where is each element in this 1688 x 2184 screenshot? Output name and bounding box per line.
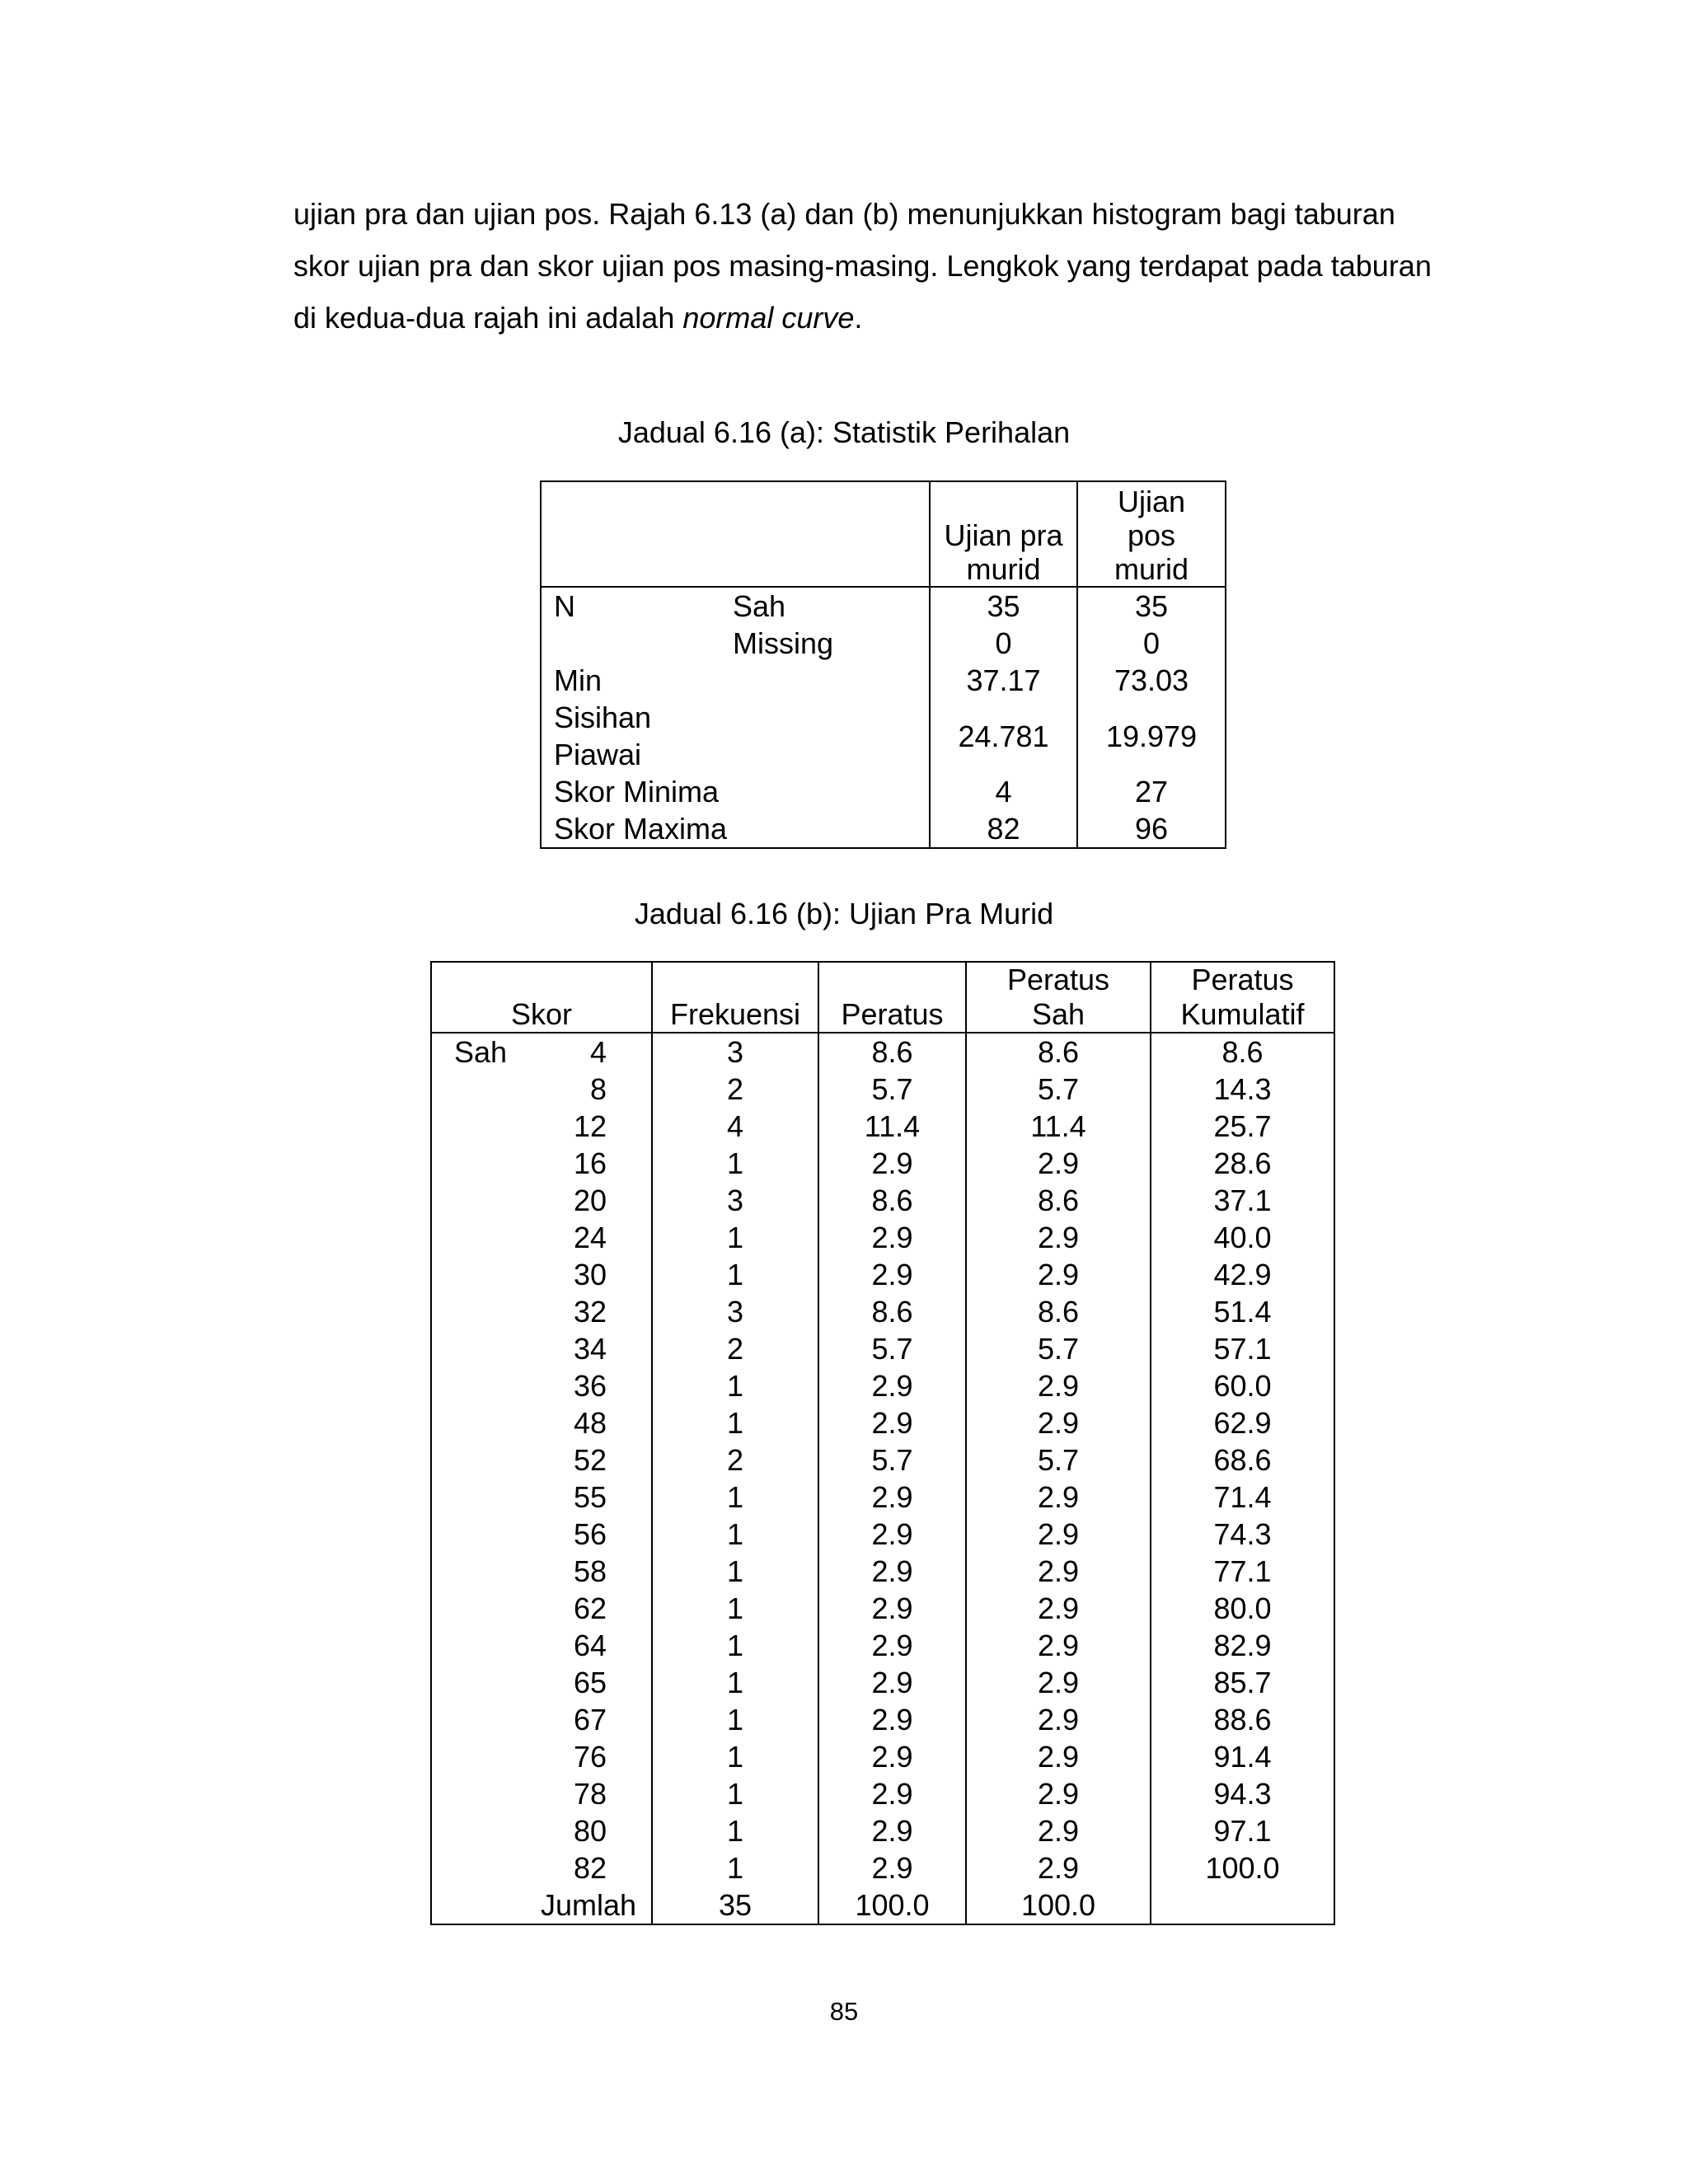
peratus-kumulatif-value: 42.9 (1151, 1256, 1334, 1293)
value-ujian-pos: 27 (1077, 773, 1226, 810)
frekuensi-value: 1 (652, 1812, 818, 1849)
frekuensi-value: 1 (652, 1553, 818, 1590)
peratus-sah-value: 5.7 (966, 1071, 1151, 1108)
table-row (431, 1071, 1334, 1108)
frekuensi-value: 1 (652, 1367, 818, 1404)
table-row (431, 1441, 1334, 1479)
peratus-sah-value: 2.9 (966, 1256, 1151, 1293)
header-line: Ujian pra (944, 518, 1063, 552)
peratus-value: 8.6 (818, 1182, 966, 1219)
table-row (431, 1516, 1334, 1553)
table-row (431, 1219, 1334, 1256)
table-row (431, 1404, 1334, 1441)
peratus-kumulatif-value: 94.3 (1151, 1775, 1334, 1812)
table-row (541, 662, 1226, 699)
value-ujian-pra: 82 (930, 810, 1077, 848)
peratus-kumulatif-value: 91.4 (1151, 1738, 1334, 1775)
header-frekuensi: Frekuensi (652, 962, 818, 1033)
table-row (431, 1293, 1334, 1330)
skor-value: 82 (573, 1851, 607, 1885)
skor-cell (431, 1219, 652, 1256)
peratus-sah-value: 2.9 (966, 1404, 1151, 1441)
group-label: Sah (454, 1035, 508, 1069)
total-label-cell (431, 1886, 652, 1924)
peratus-sah-value: 5.7 (966, 1330, 1151, 1367)
peratus-sah-value: 8.6 (966, 1033, 1151, 1071)
header-peratus: Peratus (818, 962, 966, 1033)
peratus-sah-value: 2.9 (966, 1219, 1151, 1256)
row-sublabel: Sah (733, 589, 786, 623)
frekuensi-value: 1 (652, 1256, 818, 1293)
skor-cell (431, 1590, 652, 1627)
skor-cell (431, 1033, 652, 1071)
peratus-kumulatif-value: 77.1 (1151, 1553, 1334, 1590)
row-label-cell (541, 587, 930, 625)
skor-value: 36 (573, 1369, 607, 1403)
peratus-kumulatif-value: 80.0 (1151, 1590, 1334, 1627)
frekuensi-value: 1 (652, 1145, 818, 1182)
frekuensi-value: 1 (652, 1664, 818, 1701)
total-row (431, 1886, 1334, 1924)
table-row (431, 1108, 1334, 1145)
skor-value: 56 (573, 1517, 607, 1551)
peratus-kumulatif-value: 62.9 (1151, 1404, 1334, 1441)
skor-cell (431, 1182, 652, 1219)
skor-cell (431, 1516, 652, 1553)
skor-cell (431, 1330, 652, 1367)
table-row (541, 773, 1226, 810)
peratus-value: 8.6 (818, 1033, 966, 1071)
table-row (431, 1738, 1334, 1775)
frekuensi-value: 1 (652, 1479, 818, 1516)
paragraph-text: di kedua-dua rajah ini adalah (293, 301, 683, 335)
peratus-kumulatif-value: 82.9 (1151, 1627, 1334, 1664)
skor-value: 58 (573, 1554, 607, 1588)
skor-cell (431, 1071, 652, 1108)
value-ujian-pra: 0 (930, 625, 1077, 662)
peratus-value: 5.7 (818, 1330, 966, 1367)
header-line: Peratus (1191, 963, 1294, 996)
value-ujian-pra: 4 (930, 773, 1077, 810)
table-a-caption: Jadual 6.16 (a): Statistik Perihalan (617, 415, 1071, 449)
table-row (431, 1145, 1334, 1182)
total-frekuensi: 35 (652, 1886, 818, 1924)
row-label: N (554, 589, 575, 623)
frekuensi-value: 3 (652, 1293, 818, 1330)
peratus-kumulatif-value: 51.4 (1151, 1293, 1334, 1330)
header-line: Sah (1031, 997, 1085, 1031)
skor-cell (431, 1145, 652, 1182)
skor-value: 55 (573, 1480, 607, 1514)
frekuensi-value: 1 (652, 1404, 818, 1441)
value-ujian-pos: 0 (1077, 625, 1226, 662)
peratus-value: 8.6 (818, 1293, 966, 1330)
peratus-sah-value: 2.9 (966, 1775, 1151, 1812)
skor-value: 16 (573, 1146, 607, 1180)
row-label: Skor Maxima (554, 812, 728, 846)
row-sublabel: Missing (733, 626, 834, 660)
skor-value: 64 (573, 1629, 607, 1662)
total-peratus-sah: 100.0 (966, 1886, 1151, 1924)
peratus-value: 2.9 (818, 1849, 966, 1886)
peratus-sah-value: 2.9 (966, 1590, 1151, 1627)
frekuensi-value: 2 (652, 1330, 818, 1367)
skor-value: 8 (589, 1072, 607, 1106)
peratus-kumulatif-value: 97.1 (1151, 1812, 1334, 1849)
peratus-sah-value: 2.9 (966, 1849, 1151, 1886)
peratus-sah-value: 2.9 (966, 1701, 1151, 1738)
peratus-kumulatif-value: 85.7 (1151, 1664, 1334, 1701)
peratus-kumulatif-value: 71.4 (1151, 1479, 1334, 1516)
header-skor: Skor (431, 962, 652, 1033)
skor-value: 24 (573, 1221, 607, 1254)
peratus-kumulatif-value: 28.6 (1151, 1145, 1334, 1182)
skor-value: 32 (573, 1295, 607, 1329)
table-row (431, 1367, 1334, 1404)
header-ujian-pos (1077, 481, 1226, 587)
peratus-value: 2.9 (818, 1775, 966, 1812)
peratus-value: 2.9 (818, 1479, 966, 1516)
skor-cell (431, 1479, 652, 1516)
peratus-value: 5.7 (818, 1071, 966, 1108)
total-peratus: 100.0 (818, 1886, 966, 1924)
peratus-sah-value: 2.9 (966, 1553, 1151, 1590)
row-label: Skor Minima (554, 775, 720, 808)
peratus-value: 2.9 (818, 1812, 966, 1849)
peratus-kumulatif-value: 68.6 (1151, 1441, 1334, 1479)
peratus-value: 2.9 (818, 1701, 966, 1738)
frekuensi-value: 2 (652, 1071, 818, 1108)
row-label: Min (554, 663, 603, 697)
peratus-kumulatif-value: 57.1 (1151, 1330, 1334, 1367)
table-row (541, 587, 1226, 625)
table-row (541, 625, 1226, 662)
header-empty-cell (541, 481, 930, 587)
skor-value: 30 (573, 1258, 607, 1291)
skor-value: 67 (573, 1703, 607, 1736)
table-header-row (431, 962, 1334, 1033)
skor-cell (431, 1849, 652, 1886)
header-peratus-kumulatif (1151, 962, 1334, 1033)
frekuensi-value: 2 (652, 1441, 818, 1479)
peratus-value: 2.9 (818, 1516, 966, 1553)
frequency-table (430, 961, 1335, 1925)
peratus-value: 11.4 (818, 1108, 966, 1145)
table-row (541, 810, 1226, 848)
peratus-sah-value: 2.9 (966, 1145, 1151, 1182)
peratus-sah-value: 2.9 (966, 1812, 1151, 1849)
paragraph-italic-term: normal curve (682, 301, 855, 335)
table-row (431, 1590, 1334, 1627)
skor-cell (431, 1108, 652, 1145)
skor-value: 48 (573, 1406, 607, 1440)
value-ujian-pos: 35 (1077, 587, 1226, 625)
skor-value: 65 (573, 1666, 607, 1699)
peratus-sah-value: 2.9 (966, 1367, 1151, 1404)
skor-cell (431, 1664, 652, 1701)
skor-cell (431, 1775, 652, 1812)
peratus-kumulatif-value: 14.3 (1151, 1071, 1334, 1108)
skor-cell (431, 1404, 652, 1441)
header-line: pos (1127, 518, 1176, 552)
table-row (431, 1701, 1334, 1738)
frekuensi-value: 1 (652, 1219, 818, 1256)
page-number: 85 (829, 1997, 859, 2026)
peratus-kumulatif-value: 100.0 (1151, 1849, 1334, 1886)
frekuensi-value: 1 (652, 1849, 818, 1886)
total-label: Jumlah (540, 1888, 636, 1922)
frekuensi-value: 3 (652, 1182, 818, 1219)
frekuensi-value: 1 (652, 1516, 818, 1553)
value-ujian-pra: 35 (930, 587, 1077, 625)
skor-value: 78 (573, 1777, 607, 1811)
row-label-cell (541, 662, 930, 699)
peratus-sah-value: 2.9 (966, 1664, 1151, 1701)
skor-cell (431, 1701, 652, 1738)
table-header-row (541, 481, 1226, 587)
table-row (431, 1775, 1334, 1812)
skor-value: 62 (573, 1591, 607, 1625)
peratus-value: 2.9 (818, 1738, 966, 1775)
row-label-cell (541, 699, 930, 773)
peratus-kumulatif-value: 37.1 (1151, 1182, 1334, 1219)
skor-cell (431, 1812, 652, 1849)
peratus-kumulatif-value: 88.6 (1151, 1701, 1334, 1738)
row-label-cell (541, 625, 930, 662)
peratus-value: 2.9 (818, 1590, 966, 1627)
peratus-sah-value: 5.7 (966, 1441, 1151, 1479)
peratus-kumulatif-value: 40.0 (1151, 1219, 1334, 1256)
peratus-kumulatif-value: 8.6 (1151, 1033, 1334, 1071)
peratus-value: 2.9 (818, 1404, 966, 1441)
peratus-kumulatif-value: 25.7 (1151, 1108, 1334, 1145)
table-row (431, 1330, 1334, 1367)
header-line: murid (966, 552, 1041, 586)
header-line: Peratus (1006, 963, 1110, 996)
skor-value: 20 (573, 1183, 607, 1217)
row-label-cell (541, 810, 930, 848)
skor-value: 76 (573, 1740, 607, 1774)
skor-value: 80 (573, 1814, 607, 1848)
skor-cell (431, 1293, 652, 1330)
skor-value: 12 (573, 1109, 607, 1143)
table-row (431, 1553, 1334, 1590)
peratus-sah-value: 8.6 (966, 1293, 1151, 1330)
peratus-sah-value: 2.9 (966, 1479, 1151, 1516)
table-row (431, 1849, 1334, 1886)
peratus-value: 2.9 (818, 1627, 966, 1664)
peratus-value: 2.9 (818, 1145, 966, 1182)
skor-value: 34 (573, 1332, 607, 1366)
header-line: murid (1114, 552, 1189, 586)
peratus-sah-value: 2.9 (966, 1738, 1151, 1775)
peratus-kumulatif-value: 74.3 (1151, 1516, 1334, 1553)
table-row (431, 1479, 1334, 1516)
skor-cell (431, 1627, 652, 1664)
peratus-value: 2.9 (818, 1219, 966, 1256)
skor-cell (431, 1256, 652, 1293)
table-row (431, 1256, 1334, 1293)
paragraph-line (293, 292, 1464, 344)
value-ujian-pos: 96 (1077, 810, 1226, 848)
peratus-sah-value: 11.4 (966, 1108, 1151, 1145)
value-ujian-pra: 37.17 (930, 662, 1077, 699)
frekuensi-value: 4 (652, 1108, 818, 1145)
header-ujian-pra (930, 481, 1077, 587)
skor-value: 52 (573, 1443, 607, 1477)
row-label: Sisihan Piawai (554, 701, 652, 771)
peratus-value: 2.9 (818, 1256, 966, 1293)
table-row (431, 1033, 1334, 1071)
skor-cell (431, 1553, 652, 1590)
header-line: Kumulatif (1180, 997, 1305, 1031)
skor-cell (431, 1367, 652, 1404)
peratus-sah-value: 2.9 (966, 1516, 1151, 1553)
peratus-sah-value: 2.9 (966, 1627, 1151, 1664)
frekuensi-value: 1 (652, 1775, 818, 1812)
skor-value: 4 (589, 1035, 607, 1069)
table-row (431, 1664, 1334, 1701)
header-peratus-sah (966, 962, 1151, 1033)
value-ujian-pos: 19.979 (1077, 699, 1226, 773)
table-b-caption: Jadual 6.16 (b): Ujian Pra Murid (634, 897, 1054, 930)
table-row (431, 1182, 1334, 1219)
table-row (541, 699, 1226, 773)
frekuensi-value: 3 (652, 1033, 818, 1071)
skor-cell (431, 1738, 652, 1775)
skor-cell (431, 1441, 652, 1479)
table-row (431, 1627, 1334, 1664)
peratus-kumulatif-value: 60.0 (1151, 1367, 1334, 1404)
paragraph-line: ujian pra dan ujian pos. Rajah 6.13 (a) dan (b) menunjukkan histogram bagi taburan (293, 197, 1395, 231)
table-row (431, 1812, 1334, 1849)
paragraph-text: . (854, 301, 863, 335)
value-ujian-pra: 24.781 (930, 699, 1077, 773)
frekuensi-value: 1 (652, 1627, 818, 1664)
header-line: Ujian (1117, 485, 1186, 518)
peratus-value: 5.7 (818, 1441, 966, 1479)
paragraph-line: skor ujian pra dan skor ujian pos masing-masing. Lengkok yang terdapat pada taburan (293, 249, 1432, 283)
value-ujian-pos: 73.03 (1077, 662, 1226, 699)
peratus-value: 2.9 (818, 1367, 966, 1404)
total-peratus-kumulatif (1151, 1886, 1334, 1924)
body-paragraph (293, 188, 1464, 344)
frekuensi-value: 1 (652, 1590, 818, 1627)
peratus-value: 2.9 (818, 1553, 966, 1590)
frekuensi-value: 1 (652, 1701, 818, 1738)
row-label-cell (541, 773, 930, 810)
descriptive-statistics-table (540, 480, 1226, 849)
peratus-value: 2.9 (818, 1664, 966, 1701)
peratus-sah-value: 8.6 (966, 1182, 1151, 1219)
frekuensi-value: 1 (652, 1738, 818, 1775)
